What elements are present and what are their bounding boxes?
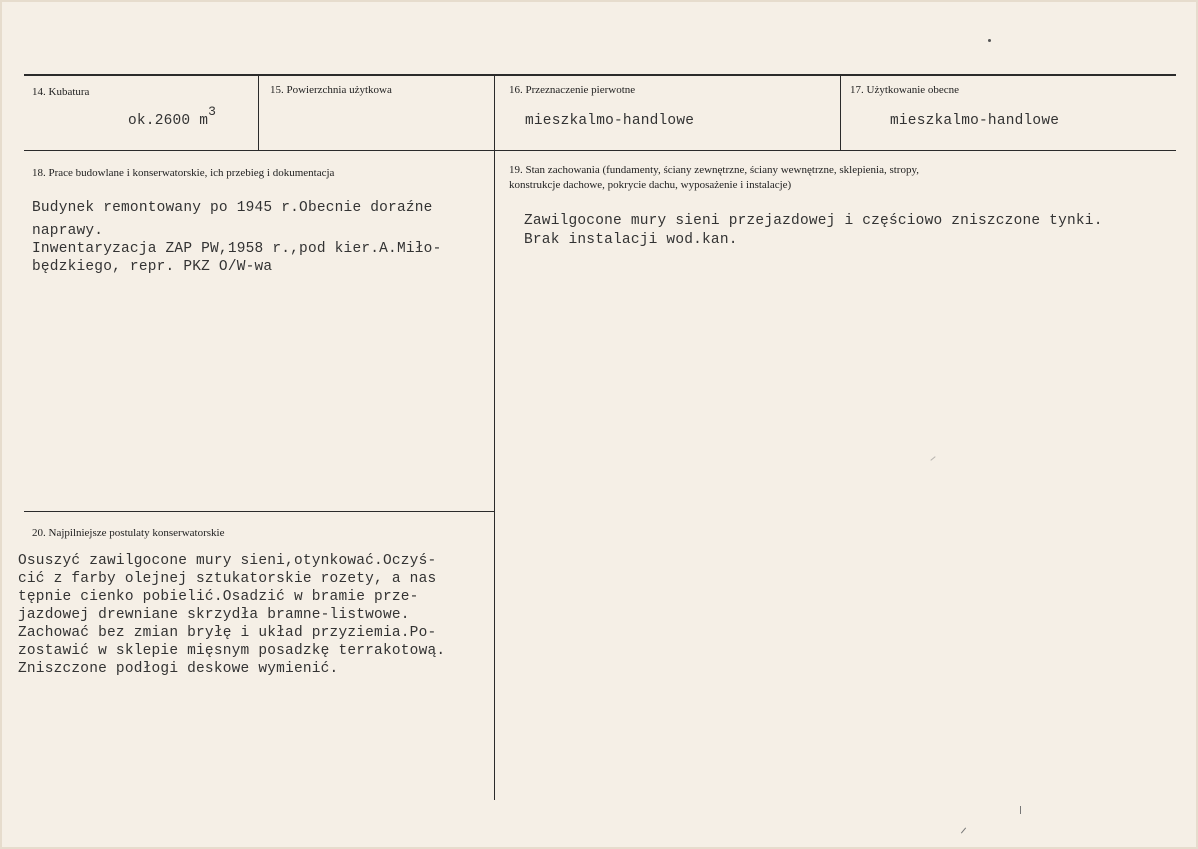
field-17-value: mieszkalmo-handlowe: [890, 113, 1060, 129]
pencil-mark: [961, 827, 966, 833]
pencil-mark: [930, 456, 935, 461]
field-20-line-7: Zniszczone podłogi deskowe wymienić.: [18, 661, 339, 677]
field-19-line-2: Brak instalacji wod.kan.: [524, 232, 738, 248]
field-18-line-1: Budynek remontowany po 1945 r.Obecnie doraźne: [32, 200, 433, 216]
field-18-line-2: naprawy.: [32, 223, 104, 239]
field-16-value: mieszkalmo-handlowe: [525, 113, 695, 129]
field-14-value: [128, 106, 216, 130]
field-17-label: 17. Użytkowanie obecne: [850, 84, 960, 96]
divider-17: [840, 76, 841, 150]
top-rule: [24, 74, 1176, 76]
field-19-line-1: Zawilgocone mury sieni przejazdowej i częściowo zniszczone tynki.: [524, 213, 1103, 229]
field-18-line-4: będzkiego, repr. PKZ O/W-wa: [32, 259, 273, 275]
field-20-line-3: tępnie cienko pobielić.Osadzić w bramie prze-: [18, 589, 419, 605]
field-20-line-4: jazdowej drewniane skrzydła bramne-listwowe.: [18, 607, 410, 623]
field-16-label: 16. Przeznaczenie pierwotne: [509, 84, 636, 96]
field-20-label: 20. Najpilniejsze postulaty konserwatorskie: [32, 527, 225, 539]
field-20-line-1: Osuszyć zawilgocone mury sieni,otynkować.Oczyś-: [18, 553, 437, 569]
field-18-label: 18. Prace budowlane i konserwatorskie, ich przebieg i dokumentacja: [32, 167, 335, 179]
pencil-mark: [1020, 806, 1021, 814]
row1-bottom-rule: [24, 150, 1176, 151]
divider-18-20: [24, 511, 494, 512]
field-18-line-3: Inwentaryzacja ZAP PW,1958 r.,pod kier.A.Miło-: [32, 241, 442, 257]
field-15-label: 15. Powierzchnia użytkowa: [270, 84, 392, 96]
field-20-line-2: cić z farby olejnej sztukatorskie rozety, a nas: [18, 571, 437, 587]
field-14-unit-exponent: 3: [208, 104, 217, 119]
field-20-line-5: Zachować bez zmian bryłę i układ przyziemia.Po-: [18, 625, 437, 641]
paper-speck: [988, 39, 991, 42]
field-19-label-line-2: konstrukcje dachowe, pokrycie dachu, wyposażenie i instalacje): [509, 179, 792, 191]
field-20-line-6: zostawić w sklepie mięsnym posadzkę terrakotową.: [18, 643, 446, 659]
divider-16: [494, 76, 495, 800]
divider-15: [258, 76, 259, 150]
field-14-label: 14. Kubatura: [32, 86, 90, 98]
field-19-label-line-1: 19. Stan zachowania (fundamenty, ściany zewnętrzne, ściany wewnętrzne, sklepienia, stropy,: [509, 164, 920, 176]
field-14-volume: ok.2600 m: [128, 112, 209, 129]
